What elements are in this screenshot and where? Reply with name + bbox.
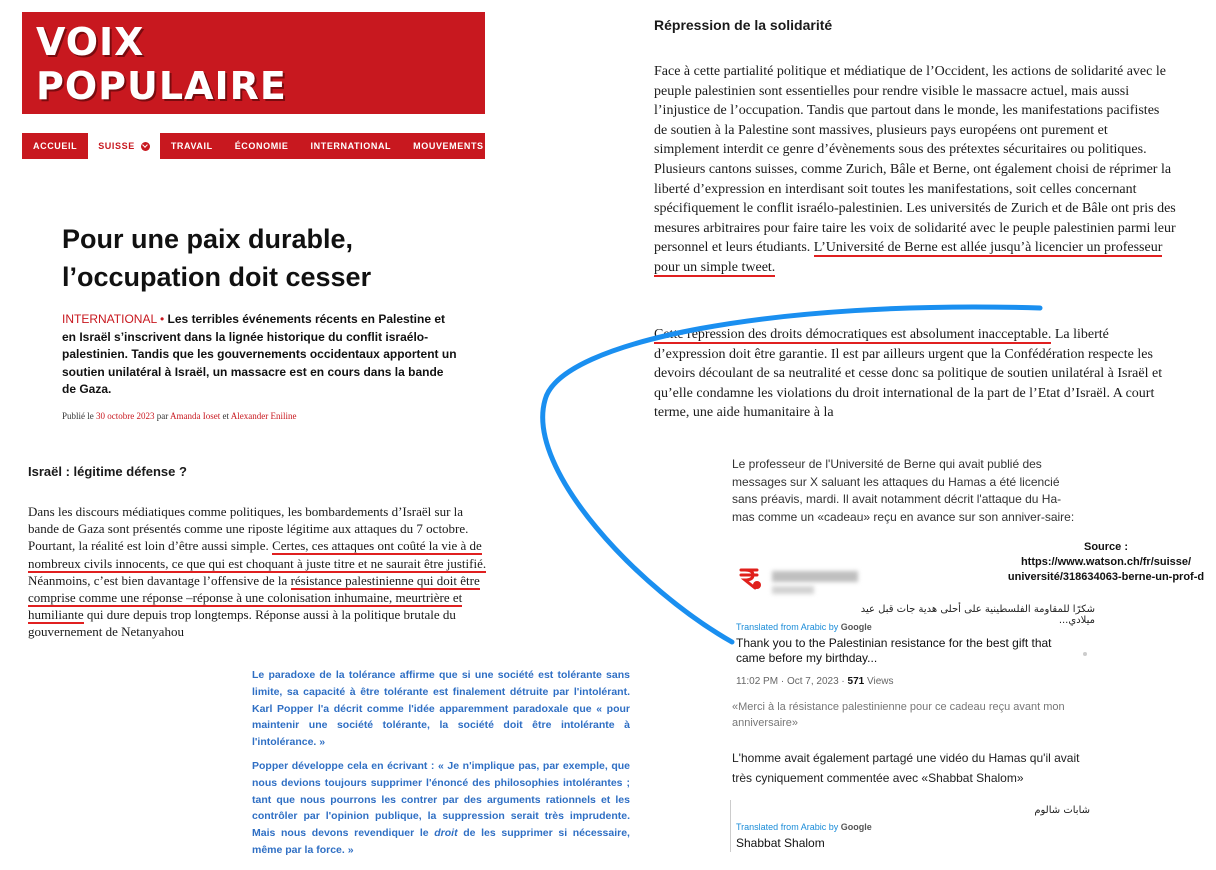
- nav-item-label: SUISSE: [98, 141, 135, 151]
- paragraph-israel: [28, 503, 490, 641]
- source-label: Source :: [1083, 541, 1128, 553]
- nav-item-economie[interactable]: ÉCONOMIE: [234, 141, 289, 151]
- nav-item-travail[interactable]: TRAVAIL: [170, 141, 213, 151]
- main-nav: [22, 133, 485, 159]
- blurred-handle: [772, 586, 814, 594]
- text-segment: Néanmoins, c’est bien davantage l’offensive de la: [28, 572, 291, 588]
- underlined-text: L’Université de Berne est allée jusqu’à licencier un professeur pour un simple tweet.: [654, 240, 1163, 275]
- tweet-shared-video-text: L'homme avait également partagé une vidéo du Hamas qu'il avait très cyniquement commentée avec «Shabbat Shalom»: [732, 751, 1080, 785]
- translated-label-text: Translated from Arabic by: [736, 622, 839, 632]
- underlined-text: résistance palestinienne qui doit être comprise comme une réponse –réponse à une colonisation inhumaine, meurtrière et humiliante: [28, 572, 480, 623]
- article-title-line-1: Pour une paix durable,: [62, 224, 354, 254]
- tweet-text-2: Shabbat Shalom: [736, 836, 825, 850]
- byline-by: par: [156, 411, 169, 421]
- byline: [62, 411, 297, 421]
- underlined-text: Certes, ces attaques ont coûté la vie à de nombreux civils innocents, ce que qui est choquant à juste titre et ne saurait être justifié.: [28, 538, 487, 571]
- article-title-line-2: l’occupation doit cesser: [62, 262, 372, 292]
- section-heading-repression: Répression de la solidarité: [654, 17, 833, 33]
- translated-label[interactable]: [736, 622, 872, 632]
- lead-kicker[interactable]: INTERNATIONAL •: [62, 312, 165, 326]
- chevron-down-icon: [141, 142, 150, 151]
- dot-icon: [1083, 652, 1087, 656]
- text-segment: qui dure depuis trop longtemps. Réponse aussi à la politique brutale du gouvernement de Netanyahou: [28, 607, 456, 640]
- nav-item-suisse[interactable]: [88, 133, 160, 159]
- translated-label-text: Translated from Arabic by: [736, 822, 839, 832]
- tweet-meta: [736, 676, 894, 687]
- source-url-line-2[interactable]: université/318634063-berne-un-prof-d: [1007, 571, 1205, 583]
- emphasis-text: droit: [434, 827, 458, 840]
- popper-paragraph-2: [252, 758, 630, 859]
- text-segment: de les supprimer si nécessaire, même par la force. »: [252, 827, 630, 856]
- article-title: [62, 220, 462, 296]
- logo-line-2: POPULAIRE: [36, 64, 287, 108]
- blurred-username: [772, 571, 858, 582]
- popper-quote: [252, 667, 630, 866]
- views-label: Views: [867, 676, 894, 687]
- lead-text: Les terribles événements récents en Palestine et en Israël s’inscrivent dans la lignée historique du conflit israélo-palestinien. Tandis que les gouvernements occidentaux apportent un soutien unilatéral à Israël, un massacre est en cours dans la bande de Gaza.: [62, 312, 457, 396]
- popper-paragraph-1: Le paradoxe de la tolérance affirme que si une société est tolérante sans limite, sa capacité à être tolérante est finalement détruite par l'intolérant. Karl Popper l'a décrit comme l'idée apparemment paradoxale que « pour maintenir une société tolérante, la société doit être intolérante à l'intolérance. »: [252, 669, 630, 749]
- text-segment: Face à cette partialité politique et médiatique de l’Occident, les actions de solidarité avec le peuple palestinien sont essentielles pour rendre visible le massacre actuel, mais aussi l’injustice de l’occupation. Tandis que partout dans le monde, les manifestations pacifistes de soutien à la Palestine sont massives, plusieurs pays européens ont purement et simplement interdit ce genre d’évènements sous des prétextes sécuritaires ou politiques. Plusieurs cantons suisses, comme Zurich, Bâle et Berne, ont également choisi de réprimer la liberté d’expression en interdisant soit toutes les manifestations, soit celles concernant spécifiquement le conflit israélo-palestinien. Les universités de Zurich et de Bâle ont pris des mesures arbitraires pour faire taire les voix de solidarité avec le peuple palestinien parmi leur personnel et leurs étudiants.: [654, 64, 1176, 256]
- text-segment: Dans les discours médiatiques comme politiques, les bombardements d’Israël sur la bande de Gaza sont présentés comme une riposte légitime aux attaques du 7 octobre. Pourtant, la réalité est loin d’être aussi simple.: [28, 504, 469, 554]
- text-segment: La liberté d’expression doit être garantie. Il est par ailleurs urgent que la Confédération respecte les devoirs découlant de sa neutralité et cesse donc sa politique de soutien unilatéral à Israël et qu’elle condamne les violations du droit international de la part de l’Etat d’Israël. A court terme, une aide humanitaire à la: [654, 327, 1163, 421]
- byline-and: et: [222, 411, 229, 421]
- nav-item-international[interactable]: INTERNATIONAL: [310, 141, 392, 151]
- source-url-line-1[interactable]: https://www.watson.ch/fr/suisse/: [1020, 556, 1192, 568]
- nav-item-mouvements[interactable]: MOUVEMENTS: [413, 141, 484, 151]
- paragraph-repression-1: [654, 62, 1176, 278]
- byline-author-2[interactable]: Alexander Eniline: [230, 411, 297, 421]
- translated-label-2[interactable]: [736, 822, 872, 832]
- source-note: [997, 540, 1215, 585]
- site-logo[interactable]: [22, 12, 485, 114]
- tweet-original-arabic-2: شابات شالوم: [1034, 805, 1090, 816]
- avatar-icon[interactable]: [737, 565, 763, 591]
- tweet-intro: Le professeur de l'Université de Berne qui avait publié des messages sur X saluant les attaques du Hamas a été licencié sans préavis, mardi. Il avait notamment décrit l'attaque du Ha-mas comme un «cadeau» reçu en avance sur son anniver-saire:: [732, 457, 1075, 524]
- tweet-time[interactable]: 11:02 PM · Oct 7, 2023 ·: [736, 676, 845, 687]
- views-count: 571: [847, 676, 865, 687]
- quote-divider: [730, 800, 731, 852]
- section-heading-israel: Israël : légitime défense ?: [28, 464, 187, 479]
- underlined-text: Cette répression des droits démocratiques est absolument inacceptable.: [654, 327, 1052, 342]
- byline-date[interactable]: 30 octobre 2023: [96, 411, 155, 421]
- article-lead: [62, 311, 457, 399]
- tweet-original-arabic: شكرًا للمقاومة الفلسطينية على أحلى هدية جات قبل عيد ميلادي...: [860, 604, 1095, 626]
- byline-author-1[interactable]: Amanda Ioset: [170, 411, 221, 421]
- paragraph-repression-2: [654, 325, 1176, 423]
- tweet-french-translation: «Merci à la résistance palestinienne pour ce cadeau reçu avant mon anniversaire»: [732, 701, 1065, 729]
- tweet-text: Thank you to the Palestinian resistance for the best gift that came before my birthday...: [736, 636, 1052, 665]
- nav-item-accueil[interactable]: ACCUEIL: [33, 141, 78, 151]
- translator-name: Google: [840, 622, 872, 632]
- byline-prefix: Publié le: [62, 411, 94, 421]
- logo-line-1: VOIX: [36, 20, 145, 64]
- text-segment: Popper développe cela en écrivant : « Je n'implique pas, par exemple, que nous devions toujours supprimer l'énoncé des philosophies intolérantes ; tant que nous pourrons les contrer par des arguments rationnels et les contrôler par l'opinion publique, la suppression serait très imprudente. Mais nous devons revendiquer le: [252, 759, 630, 840]
- translator-name: Google: [840, 822, 872, 832]
